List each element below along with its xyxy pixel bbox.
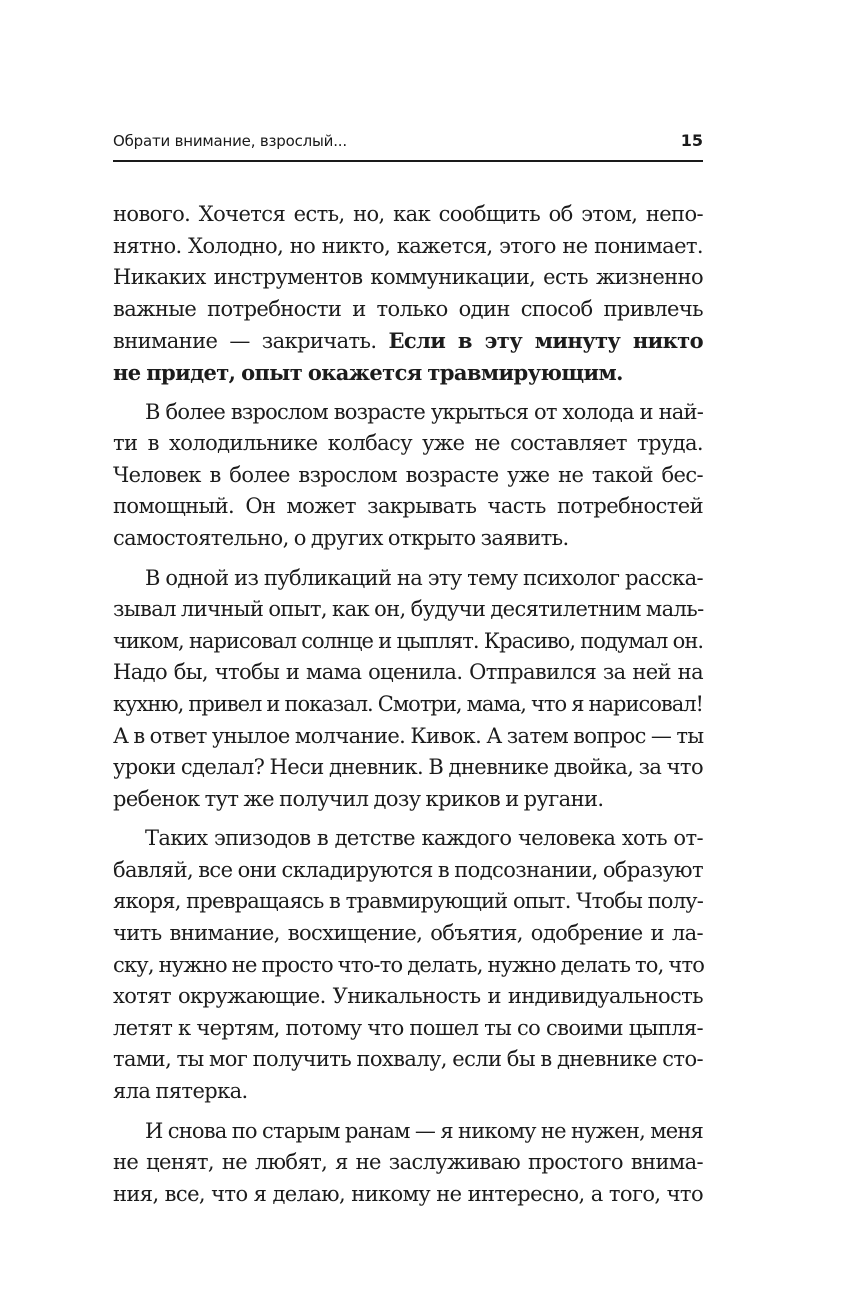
text-line: бавляй, все они складируются в подсознании, образуют <box>113 857 703 882</box>
text-line: яла пятерка. <box>113 1079 248 1104</box>
text-line: кухню, привел и показал. Смотри, мама, что я нарисовал! <box>113 691 703 716</box>
text-line: А в ответ унылое молчание. Кивок. А затем вопрос — ты <box>113 723 704 748</box>
text-line: чиком, нарисовал солнце и цыплят. Красиво, подумал он. <box>113 628 703 653</box>
text-line: уроки сделал? Неси дневник. В дневнике двойка, за что <box>113 755 703 780</box>
paragraph-3 <box>113 563 703 816</box>
emphasis-text: не придет, опыт окажется травмирующим. <box>113 359 623 385</box>
text-line: ния, все, что я делаю, никому не интересно, а того, что <box>113 1181 703 1206</box>
paragraph-1 <box>113 199 703 389</box>
running-title: Обрати внимание, взрослый... <box>113 132 347 150</box>
emphasis-text: Если в эту минуту никто <box>388 328 704 354</box>
text-line: В одной из публикаций на эту тему психолог расска- <box>145 565 703 590</box>
text-line <box>113 325 703 357</box>
text-line: тами, ты мог получить похвалу, если бы в дневнике сто- <box>113 1047 703 1072</box>
text-line: ти в холодильнике колбасу уже не составляет труда. <box>113 431 703 456</box>
text-line: нового. Хочется есть, но, как сообщить об этом, непо- <box>113 202 703 226</box>
text-line: И снова по старым ранам — я никому не нужен, меня <box>145 1118 703 1143</box>
paragraph-5 <box>113 1116 703 1211</box>
text-line: Таких эпизодов в детстве каждого человека хоть от- <box>145 826 703 851</box>
text-line: Надо бы, чтобы и мама оценила. Отправился за ней на <box>113 660 703 685</box>
running-header <box>113 128 703 162</box>
text-line: нятно. Холодно, но никто, кажется, этого не понимает. <box>113 233 703 258</box>
text-line: зывал личный опыт, как он, будучи десятилетним маль- <box>113 597 704 622</box>
page-number: 15 <box>680 131 703 150</box>
text-line: летят к чертям, потому что пошел ты со своими цыпля- <box>113 1015 703 1040</box>
body-text <box>113 199 703 1210</box>
text-line: ребенок тут же получил дозу криков и ругани. <box>113 786 604 811</box>
text-line: ску, нужно не просто что-то делать, нужно делать то, что <box>113 952 705 977</box>
text-line: Человек в более взрослом возрасте уже не такой бес- <box>113 462 703 487</box>
text-line: чить внимание, восхищение, объятия, одобрение и ла- <box>113 921 703 946</box>
text-line: якоря, превращаясь в травмирующий опыт. Чтобы полу- <box>113 889 703 914</box>
paragraph-4 <box>113 823 703 1107</box>
text-line: хотят окружающие. Уникальность и индивидуальность <box>113 984 703 1009</box>
text-line: самостоятельно, о других открыто заявить. <box>113 525 569 550</box>
paragraph-2 <box>113 397 703 555</box>
text-line: важные потребности и только один способ привлечь <box>113 296 703 321</box>
text-line: помощный. Он может закрывать часть потребностей <box>113 494 703 519</box>
text-line: не ценят, не любят, я не заслуживаю простого внима- <box>113 1150 703 1175</box>
text-line: Никаких инструментов коммуникации, есть жизненно <box>113 265 703 290</box>
line-regular-part: внимание — закричать. <box>113 329 389 354</box>
text-line: В более взрослом возрасте укрыться от холода и най- <box>145 399 703 424</box>
